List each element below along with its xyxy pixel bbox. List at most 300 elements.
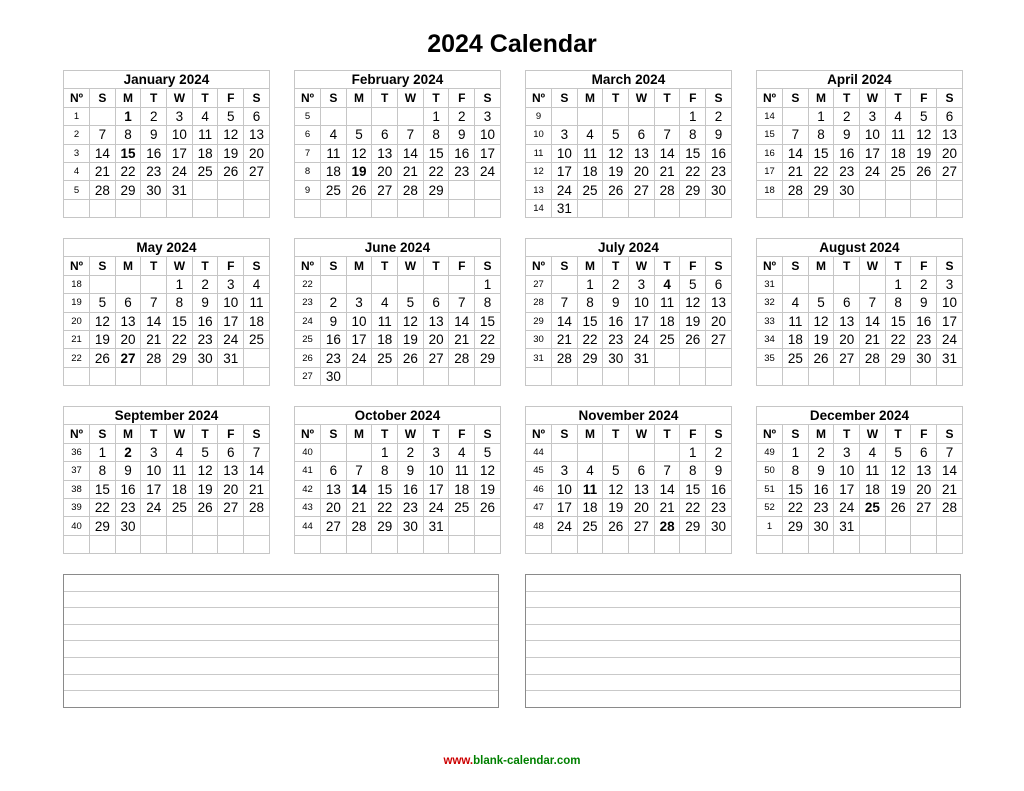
day-cell: 6 xyxy=(218,443,244,461)
week-row xyxy=(757,498,963,516)
week-number: 5 xyxy=(295,107,321,125)
week-row xyxy=(295,480,501,498)
day-cell xyxy=(346,367,372,385)
day-cell: 6 xyxy=(372,126,398,144)
day-cell: 8 xyxy=(167,294,193,312)
weekday-header: F xyxy=(911,425,937,443)
day-cell xyxy=(834,367,860,385)
day-cell: 26 xyxy=(346,181,372,199)
day-cell: 10 xyxy=(475,126,501,144)
day-cell: 19 xyxy=(680,312,706,330)
day-cell xyxy=(398,275,424,293)
day-cell: 22 xyxy=(115,162,141,180)
day-cell: 9 xyxy=(321,312,347,330)
day-cell xyxy=(218,199,244,217)
week-row xyxy=(64,181,270,199)
weekday-header: T xyxy=(603,89,629,107)
day-cell: 15 xyxy=(167,312,193,330)
weekday-header: S xyxy=(244,257,270,275)
weekday-header: M xyxy=(115,257,141,275)
day-cell xyxy=(860,517,886,535)
weekday-header: S xyxy=(937,89,963,107)
week-row xyxy=(64,367,270,385)
day-cell: 16 xyxy=(398,480,424,498)
week-number: 43 xyxy=(295,498,321,516)
weekday-header: T xyxy=(654,425,680,443)
day-cell xyxy=(141,275,167,293)
day-cell xyxy=(706,349,732,367)
day-cell: 1 xyxy=(423,107,449,125)
footer-url xyxy=(0,755,1024,767)
month-title: March 2024 xyxy=(526,71,732,89)
weekday-header: S xyxy=(552,425,578,443)
day-cell: 1 xyxy=(90,443,116,461)
month-title: November 2024 xyxy=(526,407,732,425)
week-number xyxy=(757,535,783,553)
day-cell: 29 xyxy=(783,517,809,535)
day-cell xyxy=(141,535,167,553)
week-number: 22 xyxy=(64,349,90,367)
note-line xyxy=(526,608,960,625)
note-line xyxy=(64,575,498,592)
day-cell: 23 xyxy=(603,330,629,348)
day-cell: 26 xyxy=(90,349,116,367)
weekday-header: S xyxy=(321,89,347,107)
day-cell: 15 xyxy=(808,144,834,162)
weekday-header: S xyxy=(244,425,270,443)
weekday-header: T xyxy=(192,257,218,275)
weekday-header: M xyxy=(808,89,834,107)
day-cell: 26 xyxy=(398,349,424,367)
day-cell: 1 xyxy=(167,275,193,293)
day-cell: 14 xyxy=(937,462,963,480)
week-row xyxy=(526,181,732,199)
day-cell: 5 xyxy=(603,126,629,144)
weekday-header: S xyxy=(937,425,963,443)
week-number: 23 xyxy=(295,294,321,312)
day-cell: 13 xyxy=(629,480,655,498)
day-cell xyxy=(192,367,218,385)
day-cell: 11 xyxy=(860,462,886,480)
week-number-header: Nº xyxy=(757,425,783,443)
week-number xyxy=(526,535,552,553)
note-line xyxy=(526,592,960,609)
week-row xyxy=(757,126,963,144)
week-row xyxy=(526,199,732,217)
day-cell: 10 xyxy=(218,294,244,312)
day-cell xyxy=(449,181,475,199)
day-cell: 31 xyxy=(167,181,193,199)
day-cell xyxy=(398,199,424,217)
week-row xyxy=(757,367,963,385)
month-table xyxy=(63,70,270,218)
day-cell: 5 xyxy=(680,275,706,293)
day-cell: 25 xyxy=(783,349,809,367)
day-cell xyxy=(141,517,167,535)
day-cell: 23 xyxy=(321,349,347,367)
day-cell xyxy=(192,535,218,553)
note-line xyxy=(526,575,960,592)
day-cell xyxy=(937,199,963,217)
day-cell: 19 xyxy=(346,162,372,180)
weekday-header: W xyxy=(398,257,424,275)
day-cell: 1 xyxy=(680,107,706,125)
week-number: 38 xyxy=(64,480,90,498)
day-cell: 30 xyxy=(321,367,347,385)
day-cell xyxy=(937,367,963,385)
weekday-header: W xyxy=(167,89,193,107)
week-row xyxy=(757,312,963,330)
day-cell: 22 xyxy=(808,162,834,180)
day-cell: 28 xyxy=(398,181,424,199)
day-cell: 20 xyxy=(706,312,732,330)
week-row xyxy=(64,294,270,312)
weekday-header: T xyxy=(423,425,449,443)
day-cell: 17 xyxy=(218,312,244,330)
month-table xyxy=(756,406,963,554)
day-cell xyxy=(449,367,475,385)
day-cell: 20 xyxy=(372,162,398,180)
day-cell: 18 xyxy=(577,162,603,180)
weekday-header: W xyxy=(860,257,886,275)
day-cell: 10 xyxy=(937,294,963,312)
day-cell: 21 xyxy=(346,498,372,516)
day-cell: 22 xyxy=(783,498,809,516)
day-cell xyxy=(654,199,680,217)
weekday-header: S xyxy=(552,89,578,107)
day-cell: 28 xyxy=(449,349,475,367)
month-title: June 2024 xyxy=(295,239,501,257)
day-cell: 3 xyxy=(552,462,578,480)
day-cell: 4 xyxy=(783,294,809,312)
day-cell: 25 xyxy=(577,517,603,535)
day-cell xyxy=(449,275,475,293)
day-cell xyxy=(629,199,655,217)
week-number-header: Nº xyxy=(295,257,321,275)
week-row xyxy=(295,181,501,199)
day-cell: 21 xyxy=(654,498,680,516)
weekday-header: F xyxy=(218,89,244,107)
weekday-header: M xyxy=(115,425,141,443)
week-number-header: Nº xyxy=(526,257,552,275)
week-number-header: Nº xyxy=(295,425,321,443)
day-cell: 29 xyxy=(90,517,116,535)
day-cell: 1 xyxy=(783,443,809,461)
week-number: 21 xyxy=(64,330,90,348)
weekday-header: S xyxy=(552,257,578,275)
week-row xyxy=(295,199,501,217)
week-number-header: Nº xyxy=(526,89,552,107)
month-table xyxy=(294,70,501,218)
day-cell: 19 xyxy=(218,144,244,162)
day-cell: 2 xyxy=(398,443,424,461)
month-table xyxy=(525,406,732,554)
day-cell xyxy=(783,367,809,385)
day-cell: 2 xyxy=(449,107,475,125)
day-cell: 7 xyxy=(937,443,963,461)
day-cell: 30 xyxy=(706,517,732,535)
day-cell: 22 xyxy=(577,330,603,348)
week-row xyxy=(295,144,501,162)
note-line xyxy=(64,641,498,658)
day-cell: 14 xyxy=(552,312,578,330)
weekday-header: T xyxy=(192,425,218,443)
month-title: May 2024 xyxy=(64,239,270,257)
day-cell: 3 xyxy=(423,443,449,461)
day-cell: 22 xyxy=(680,162,706,180)
day-cell: 17 xyxy=(834,480,860,498)
day-cell: 6 xyxy=(706,275,732,293)
weekday-header: T xyxy=(372,89,398,107)
day-cell: 8 xyxy=(423,126,449,144)
weekday-header: T xyxy=(834,425,860,443)
day-cell: 10 xyxy=(629,294,655,312)
day-cell: 29 xyxy=(885,349,911,367)
day-cell: 28 xyxy=(141,349,167,367)
week-row xyxy=(526,480,732,498)
day-cell: 23 xyxy=(808,498,834,516)
day-cell: 16 xyxy=(449,144,475,162)
day-cell: 10 xyxy=(423,462,449,480)
day-cell: 7 xyxy=(398,126,424,144)
weekday-header: S xyxy=(937,257,963,275)
day-cell: 17 xyxy=(167,144,193,162)
day-cell: 8 xyxy=(475,294,501,312)
day-cell: 19 xyxy=(398,330,424,348)
week-row xyxy=(295,330,501,348)
day-cell: 28 xyxy=(346,517,372,535)
week-number-header: Nº xyxy=(64,89,90,107)
day-cell: 4 xyxy=(192,107,218,125)
day-cell: 13 xyxy=(911,462,937,480)
day-cell: 17 xyxy=(475,144,501,162)
day-cell: 30 xyxy=(141,181,167,199)
day-cell: 2 xyxy=(706,107,732,125)
day-cell: 1 xyxy=(808,107,834,125)
day-cell: 31 xyxy=(937,349,963,367)
week-row xyxy=(757,330,963,348)
day-cell: 7 xyxy=(244,443,270,461)
weekday-header: F xyxy=(218,425,244,443)
day-cell: 29 xyxy=(680,181,706,199)
day-cell: 10 xyxy=(141,462,167,480)
day-cell xyxy=(808,535,834,553)
day-cell: 24 xyxy=(475,162,501,180)
weekday-header: W xyxy=(398,89,424,107)
day-cell xyxy=(937,535,963,553)
day-cell xyxy=(603,443,629,461)
day-cell: 12 xyxy=(475,462,501,480)
day-cell: 30 xyxy=(398,517,424,535)
day-cell: 14 xyxy=(449,312,475,330)
day-cell xyxy=(346,107,372,125)
day-cell xyxy=(911,367,937,385)
week-number: 31 xyxy=(757,275,783,293)
weekday-header: S xyxy=(475,257,501,275)
day-cell xyxy=(706,535,732,553)
week-row xyxy=(64,462,270,480)
week-number xyxy=(64,535,90,553)
day-cell: 26 xyxy=(808,349,834,367)
day-cell xyxy=(680,199,706,217)
day-cell: 14 xyxy=(860,312,886,330)
day-cell: 11 xyxy=(885,126,911,144)
week-row xyxy=(757,181,963,199)
day-cell: 22 xyxy=(372,498,398,516)
day-cell: 9 xyxy=(141,126,167,144)
weekday-header: T xyxy=(141,89,167,107)
day-cell: 26 xyxy=(475,498,501,516)
day-cell: 11 xyxy=(449,462,475,480)
week-number: 17 xyxy=(757,162,783,180)
day-cell: 17 xyxy=(860,144,886,162)
day-cell xyxy=(244,535,270,553)
week-row xyxy=(757,294,963,312)
day-cell xyxy=(911,199,937,217)
month-table xyxy=(756,70,963,218)
weekday-header: T xyxy=(603,425,629,443)
week-row xyxy=(526,107,732,125)
day-cell xyxy=(860,367,886,385)
day-cell xyxy=(141,199,167,217)
day-cell: 26 xyxy=(603,181,629,199)
day-cell: 14 xyxy=(654,144,680,162)
day-cell: 24 xyxy=(860,162,886,180)
day-cell: 9 xyxy=(603,294,629,312)
week-number: 14 xyxy=(526,199,552,217)
weekday-header: F xyxy=(680,89,706,107)
day-cell: 18 xyxy=(372,330,398,348)
day-cell: 5 xyxy=(90,294,116,312)
week-row xyxy=(757,480,963,498)
day-cell: 3 xyxy=(629,275,655,293)
note-line xyxy=(64,625,498,642)
month-table xyxy=(63,406,270,554)
day-cell: 2 xyxy=(603,275,629,293)
day-cell: 28 xyxy=(937,498,963,516)
day-cell: 29 xyxy=(680,517,706,535)
day-cell: 24 xyxy=(423,498,449,516)
day-cell: 18 xyxy=(577,498,603,516)
day-cell xyxy=(654,349,680,367)
week-number: 14 xyxy=(757,107,783,125)
day-cell xyxy=(654,443,680,461)
weekday-header: T xyxy=(603,257,629,275)
day-cell xyxy=(398,367,424,385)
week-row xyxy=(295,107,501,125)
week-number: 51 xyxy=(757,480,783,498)
day-cell xyxy=(834,275,860,293)
day-cell: 14 xyxy=(244,462,270,480)
day-cell: 15 xyxy=(372,480,398,498)
day-cell: 31 xyxy=(629,349,655,367)
week-row xyxy=(64,199,270,217)
day-cell xyxy=(680,367,706,385)
day-cell xyxy=(192,517,218,535)
day-cell: 8 xyxy=(808,126,834,144)
day-cell: 4 xyxy=(885,107,911,125)
note-line xyxy=(526,658,960,675)
day-cell xyxy=(603,535,629,553)
day-cell: 12 xyxy=(808,312,834,330)
day-cell: 3 xyxy=(860,107,886,125)
week-row xyxy=(757,162,963,180)
weekday-header: M xyxy=(577,257,603,275)
day-cell xyxy=(577,443,603,461)
day-cell xyxy=(346,535,372,553)
weekday-header: S xyxy=(706,89,732,107)
weekday-header: F xyxy=(449,257,475,275)
weekday-header: F xyxy=(911,257,937,275)
day-cell: 30 xyxy=(911,349,937,367)
day-cell: 1 xyxy=(475,275,501,293)
day-cell: 29 xyxy=(423,181,449,199)
day-cell: 19 xyxy=(192,480,218,498)
day-cell: 7 xyxy=(860,294,886,312)
month-title: January 2024 xyxy=(64,71,270,89)
weekday-header: S xyxy=(783,257,809,275)
week-number: 25 xyxy=(295,330,321,348)
day-cell xyxy=(321,199,347,217)
week-number-header: Nº xyxy=(64,257,90,275)
day-cell: 4 xyxy=(577,126,603,144)
day-cell: 3 xyxy=(141,443,167,461)
day-cell xyxy=(911,535,937,553)
day-cell xyxy=(706,199,732,217)
day-cell: 17 xyxy=(937,312,963,330)
day-cell xyxy=(577,199,603,217)
day-cell: 17 xyxy=(141,480,167,498)
day-cell: 4 xyxy=(577,462,603,480)
month-table xyxy=(63,238,270,386)
day-cell xyxy=(372,199,398,217)
week-number-header: Nº xyxy=(757,257,783,275)
month-title: April 2024 xyxy=(757,71,963,89)
day-cell xyxy=(115,535,141,553)
day-cell: 23 xyxy=(141,162,167,180)
day-cell: 2 xyxy=(192,275,218,293)
day-cell: 28 xyxy=(90,181,116,199)
day-cell: 8 xyxy=(783,462,809,480)
day-cell xyxy=(834,199,860,217)
day-cell: 15 xyxy=(90,480,116,498)
day-cell: 5 xyxy=(192,443,218,461)
week-number: 6 xyxy=(295,126,321,144)
day-cell: 20 xyxy=(321,498,347,516)
weekday-header: F xyxy=(218,257,244,275)
day-cell: 29 xyxy=(167,349,193,367)
day-cell: 24 xyxy=(141,498,167,516)
week-row xyxy=(295,498,501,516)
day-cell: 25 xyxy=(244,330,270,348)
day-cell xyxy=(654,535,680,553)
week-row xyxy=(295,312,501,330)
day-cell xyxy=(860,535,886,553)
day-cell: 16 xyxy=(706,480,732,498)
day-cell xyxy=(885,535,911,553)
day-cell: 1 xyxy=(680,443,706,461)
day-cell: 8 xyxy=(577,294,603,312)
weekday-header: W xyxy=(629,257,655,275)
week-row xyxy=(757,349,963,367)
day-cell: 6 xyxy=(321,462,347,480)
week-number: 1 xyxy=(64,107,90,125)
day-cell: 22 xyxy=(423,162,449,180)
weekday-header: T xyxy=(423,257,449,275)
day-cell: 9 xyxy=(706,126,732,144)
note-line xyxy=(526,675,960,692)
day-cell: 3 xyxy=(475,107,501,125)
